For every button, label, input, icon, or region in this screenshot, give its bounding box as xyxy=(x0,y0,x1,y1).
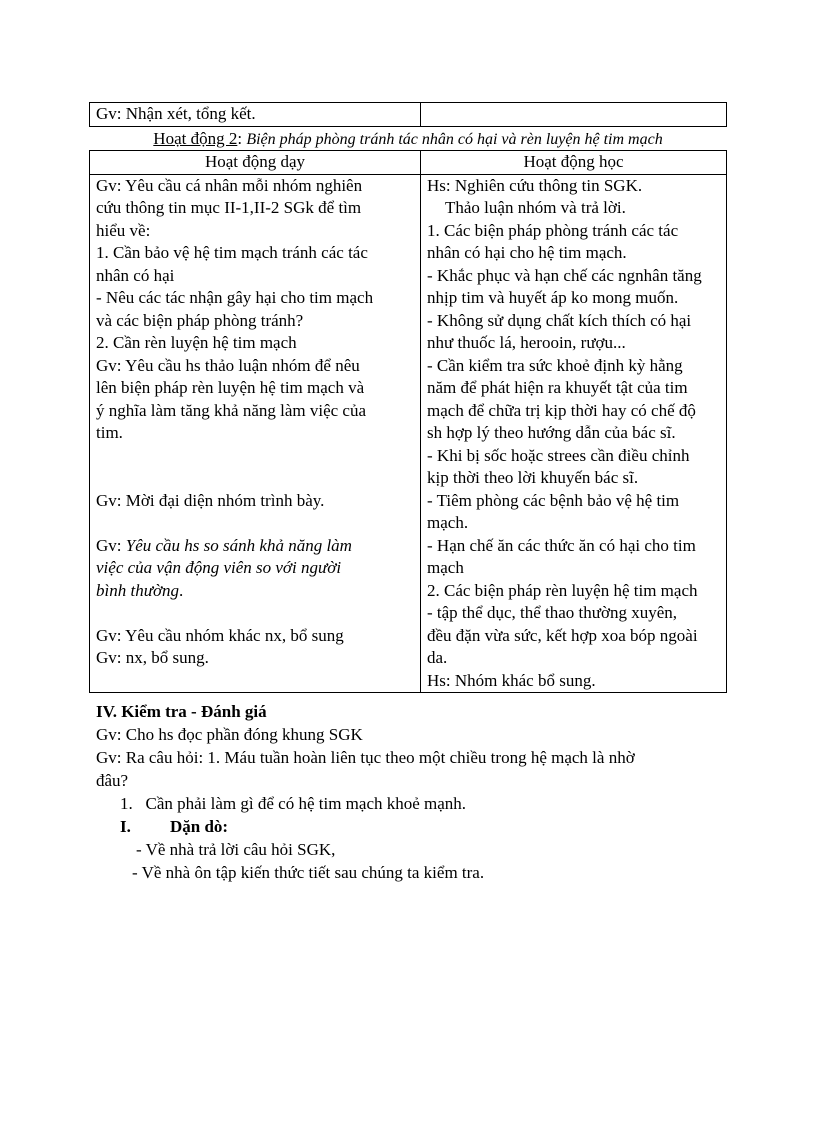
student-line: - Khắc phục và hạn chế các ngnhân tăng xyxy=(427,265,702,285)
student-line: Hs: Nhóm khác bổ sung. xyxy=(427,670,596,690)
teacher-line xyxy=(96,535,414,558)
spacer xyxy=(96,445,414,468)
student-line: đều đặn vừa sức, kết hợp xoa bóp ngoài xyxy=(427,625,698,645)
teacher-line: nhân có hại xyxy=(96,265,175,285)
teacher-line: và các biện pháp phòng tránh? xyxy=(96,310,304,330)
student-line: 1. Các biện pháp phòng tránh các tác xyxy=(427,220,679,240)
student-line: mạch để chữa trị kịp thời hay có chế độ xyxy=(427,400,696,420)
assessment-section xyxy=(96,700,726,884)
teacher-line: ý nghĩa làm tăng khả năng làm việc của xyxy=(96,400,367,420)
teacher-column-header: Hoạt động dạy xyxy=(90,151,421,175)
homework-title: Dặn dò: xyxy=(170,817,229,836)
activity-2-title: Biện pháp phòng tránh tác nhân có hại và rèn luyện hệ tim mạch xyxy=(246,131,663,148)
teacher-period: . xyxy=(179,580,184,600)
question-number: 1. xyxy=(120,794,133,813)
assessment-paragraph: đâu? xyxy=(96,771,129,790)
teacher-line: - Nêu các tác nhận gây hại cho tim mạch xyxy=(96,288,374,307)
teacher-line: Gv: Yêu cầu hs thảo luận nhóm để nêu xyxy=(96,355,360,375)
teacher-line: lên biện pháp rèn luyện hệ tim mạch và xyxy=(96,378,365,397)
student-line: Hs: Nghiên cứu thông tin SGK. xyxy=(427,175,643,195)
activity-2-label: Hoạt động 2 xyxy=(153,129,238,148)
student-line: nhân có hại cho hệ tim mạch. xyxy=(427,243,627,262)
student-line: - Hạn chế ăn các thức ăn có hại cho tim xyxy=(427,535,696,555)
student-line: sh hợp lý theo hướng dẫn của bác sĩ. xyxy=(427,423,676,442)
teacher-line: Gv: Yêu cầu nhóm khác nx, bổ sung xyxy=(96,625,344,645)
homework-number: I. xyxy=(120,817,131,836)
previous-activity-table xyxy=(89,102,727,127)
spacer xyxy=(96,467,414,490)
teacher-line: tim. xyxy=(96,423,123,442)
assessment-paragraph: Gv: Ra câu hỏi: 1. Máu tuần hoàn liên tục theo một chiều trong hệ mạch là nhờ xyxy=(96,748,635,767)
activity-2-table xyxy=(89,150,727,693)
spacer xyxy=(96,512,414,535)
teacher-line: 1. Cần bảo vệ hệ tim mạch tránh các tác xyxy=(96,243,368,262)
teacher-prefix: Gv: xyxy=(96,535,126,555)
teacher-line: Gv: nx, bổ sung. xyxy=(96,648,209,667)
activity-2-colon: : xyxy=(237,129,247,148)
teacher-line: hiểu về: xyxy=(96,220,151,240)
teacher-line: việc của vận động viên so với người xyxy=(96,558,342,577)
spacer xyxy=(96,602,414,625)
homework-heading xyxy=(96,815,726,838)
teacher-activities-cell xyxy=(90,174,421,693)
student-line: - tập thể dục, thể thao thường xuyên, xyxy=(427,603,678,622)
question-text: Cần phải làm gì để có hệ tim mạch khoẻ mạnh. xyxy=(145,794,467,813)
student-line: 2. Các biện pháp rèn luyện hệ tim mạch xyxy=(427,580,698,600)
teacher-line: Gv: Yêu cầu cá nhân mỗi nhóm nghiên xyxy=(96,175,363,195)
student-line: - Tiêm phòng các bệnh bảo vệ hệ tim xyxy=(427,490,680,510)
student-line: kịp thời theo lời khuyến bác sĩ. xyxy=(427,468,639,487)
homework-item: - Về nhà ôn tập kiến thức tiết sau chúng ta kiểm tra. xyxy=(132,863,485,882)
student-column-header: Hoạt động học xyxy=(421,151,727,175)
activity-2-heading xyxy=(89,128,727,151)
student-activities-cell xyxy=(421,174,727,693)
student-line: - Khi bị sốc hoặc strees cần điều chỉnh xyxy=(427,445,690,465)
student-line: năm để phát hiện ra khuyết tật của tim xyxy=(427,378,688,397)
teacher-line: 2. Cần rèn luyện hệ tim mạch xyxy=(96,333,297,352)
teacher-italic-text: Yêu cầu hs so sánh khả năng làm xyxy=(125,535,352,555)
assessment-paragraph: Gv: Cho hs đọc phần đóng khung SGK xyxy=(96,725,363,744)
student-line: Thảo luận nhóm và trả lời. xyxy=(445,198,626,217)
section-4-heading: IV. Kiểm tra - Đánh giá xyxy=(96,702,267,721)
teacher-italic-text: bình thường xyxy=(96,580,180,600)
teacher-line: cứu thông tin mục II-1,II-2 SGk để tìm xyxy=(96,198,362,217)
student-line: - Không sử dụng chất kích thích có hại xyxy=(427,310,692,330)
student-line: mạch. xyxy=(427,513,469,532)
homework-item: - Về nhà trả lời câu hỏi SGK, xyxy=(136,840,336,859)
student-line: mạch xyxy=(427,558,464,577)
student-line: nhịp tim và huyết áp ko mong muốn. xyxy=(427,288,679,307)
teacher-line xyxy=(96,580,414,603)
empty-cell xyxy=(421,103,727,127)
student-line: như thuốc lá, herooin, rượu... xyxy=(427,333,626,352)
teacher-line: Gv: Mời đại diện nhóm trình bày. xyxy=(96,490,325,510)
summary-cell: Gv: Nhận xét, tổng kết. xyxy=(90,103,421,127)
student-line: da. xyxy=(427,648,448,667)
student-line: - Cần kiểm tra sức khoẻ định kỳ hằng xyxy=(427,355,683,375)
question-item xyxy=(96,792,726,815)
